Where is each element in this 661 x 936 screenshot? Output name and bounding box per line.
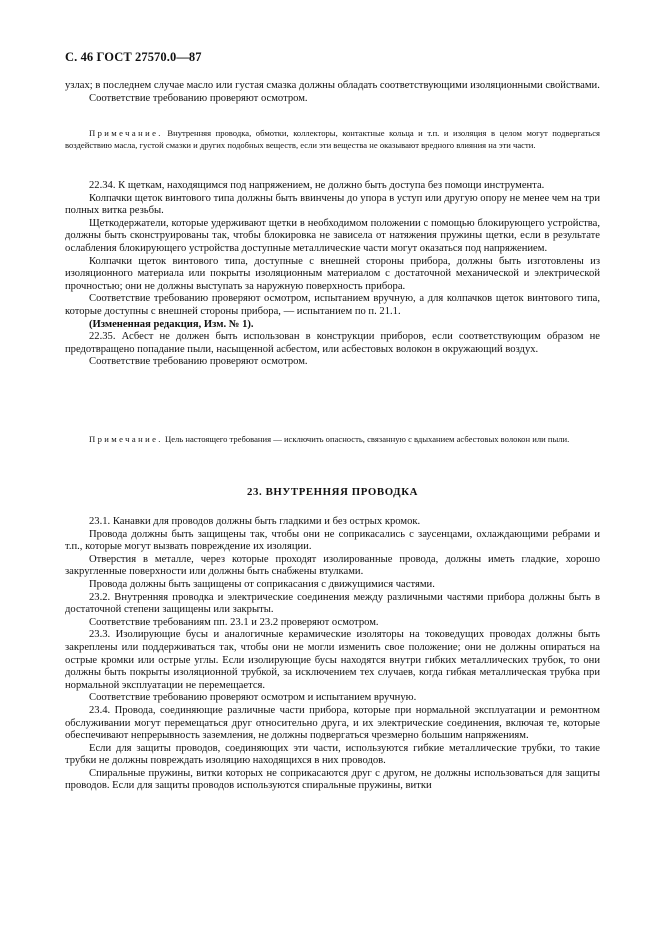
paragraph: Соответствие требованию проверяют осмотром, испытанием вручную, а для колпачков щеток винтового типа, которые доступны с внешней стороны прибора, — испытанием по п. 21.1.: [65, 293, 600, 317]
paragraph: 23.1. Канавки для проводов должны быть гладкими и без острых кромок.: [89, 516, 421, 527]
note-2: [65, 434, 600, 446]
paragraph: Щеткодержатели, которые удерживают щетки в необходимом положении с помощью блокирующего устройства, должны быть сконструированы так, чтобы блокировка не зависела от натяжения пружины щетки, если в результате ослабления блокирующего устройства доступные металлические части могут оказаться под напряжением.: [65, 217, 600, 254]
paragraph: Провода должны быть защищены от соприкасания с движущимися частями.: [89, 578, 435, 590]
paragraph: Если для защиты проводов, соединяющих эти части, используются гибкие металлические трубки, то такие трубки не должны повреждать изоляцию находящихся в них проводов.: [65, 742, 600, 767]
paragraph: Соответствие требованию проверяют осмотром и испытанием вручную.: [89, 692, 417, 704]
page-header: С. 46 ГОСТ 27570.0—87: [65, 50, 202, 64]
paragraph: Колпачки щеток винтового типа должны быть ввинчены до упора в уступ или другую опору не менее чем на три полных витка резьбы.: [65, 192, 600, 217]
paragraph: Провода должны быть защищены так, чтобы они не соприкасались с заусенцами, охлаждающими ребрами и т.п., которые могут вызвать повреждение их изоляции.: [65, 528, 600, 553]
note-paragraph: [65, 434, 600, 446]
paragraph: узлах; в последнем случае масло или густая смазка должны обладать соответствующими изоляционными свойствами.: [65, 80, 600, 91]
note-label: Примечание.: [89, 434, 163, 444]
text-block-1: [65, 80, 600, 105]
paragraph: 23.2. Внутренняя проводка и электрические соединения между различными частями прибора должны быть в достаточной степени защищены или закрыты.: [65, 591, 600, 616]
paragraph: 23.4. Провода, соединяющие различные части прибора, которые при нормальной эксплуатации и ремонтном обслуживании могут перемещаться друг относительно друга, и их электрические соединения, включая те, которые обеспечивают непрерывность заземления, не должны подвергаться чрезмерно большим напряжениям.: [65, 704, 600, 742]
note-text: Цель настоящего требования — исключить опасность, связанную с вдыханием асбестовых волокон или пыли.: [162, 434, 570, 444]
paragraph: 22.34. К щеткам, находящимся под напряжением, не должно быть доступа без помощи инструмента.: [89, 180, 545, 191]
note-1: [65, 128, 600, 151]
text-block-2: [65, 180, 600, 369]
paragraph: 22.35. Асбест не должен быть использован в конструкции приборов, если соответствующим образом не предотвращено попадание пыли, насыщенной асбестом, или асбестовых волокон в окружающий воздух.: [65, 331, 600, 355]
paragraph: 23.3. Изолирующие бусы и аналогичные керамические изоляторы на токоведущих проводах должны быть закреплены или поддерживаться так, чтобы они не могли изменить свое положение; они не должны опираться на острые кромки или острые углы. Если изолирующие бусы находятся внутри гибких металлических трубок, то они должны быть покрыты изоляционной трубкой, за исключением тех случаев, когда гибкая металлическая трубка при нормальной эксплуатации не перемещается.: [65, 629, 600, 691]
note-text: Внутренняя проводка, обмотки, коллекторы, контактные кольца и т.п. и изоляция в целом могут подвергаться воздействию масла, густой смазки и других подобных веществ, если эти вещества не оказывают вредного влияния на эти части.: [65, 128, 600, 150]
amendment-note: (Измененная редакция, Изм. № 1).: [89, 318, 254, 330]
text-block-3: [65, 516, 600, 793]
paragraph: Колпачки щеток винтового типа, доступные с внешней стороны прибора, должны быть изготовлены из изоляционного материала или покрыты изоляционным материалом с достаточной механической и электрической прочностью; они не должны выступать за наружную поверхность прибора.: [65, 255, 600, 292]
paragraph: Соответствие требованию проверяют осмотром.: [89, 92, 308, 104]
note-label: Примечание.: [89, 128, 163, 138]
note-paragraph: [65, 128, 600, 151]
paragraph: Соответствие требованию проверяют осмотром.: [89, 356, 308, 368]
paragraph: Спиральные пружины, витки которых не соприкасаются друг с другом, не должны использоваться для защиты проводов. Если для защиты проводов используются спиральные пружины, витки: [65, 767, 600, 792]
paragraph: Отверстия в металле, через которые проходят изолированные провода, должны иметь гладкие, хорошо закругленные поверхности или должны быть снабжены втулками.: [65, 553, 600, 578]
section-title: 23. ВНУТРЕННЯЯ ПРОВОДКА: [246, 486, 419, 498]
paragraph: Соответствие требованиям пп. 23.1 и 23.2 проверяют осмотром.: [89, 616, 379, 628]
